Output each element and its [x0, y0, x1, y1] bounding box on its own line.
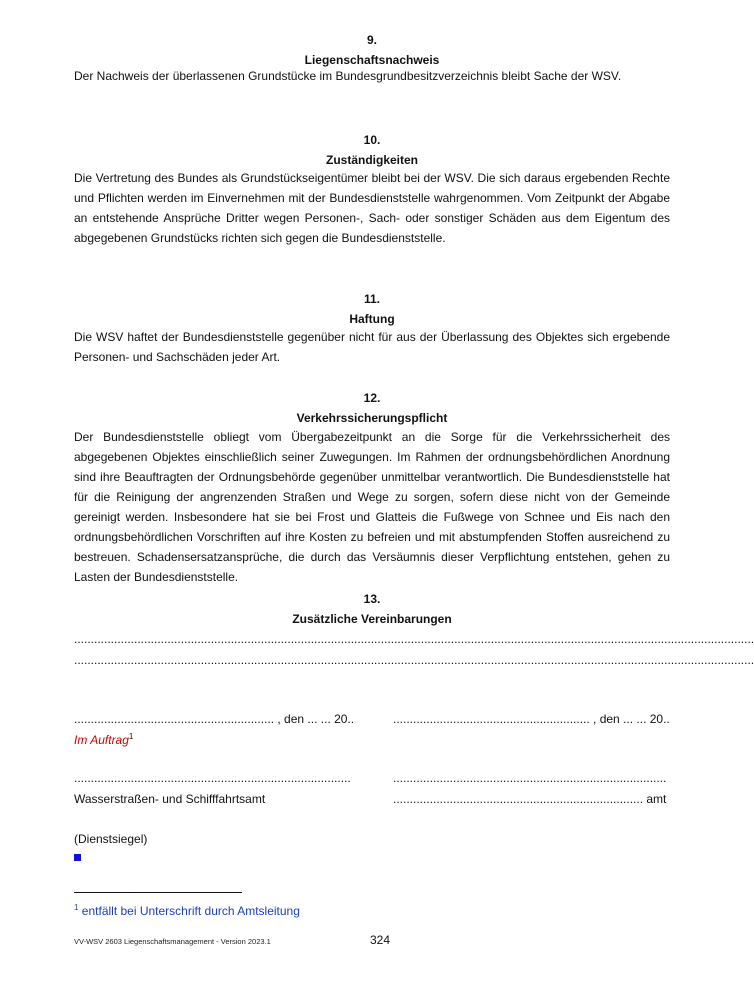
- section-11-number: 11.: [363, 292, 381, 306]
- im-auftrag-text: Im Auftrag: [74, 733, 129, 747]
- left-place-date: ............................................................ , den ... ... 20..: [74, 712, 355, 726]
- footnote: [74, 904, 300, 918]
- agreement-line-2: ............................................................................................................................................................................................................: [74, 653, 754, 667]
- footnote-text: entfällt bei Unterschrift durch Amtsleitung: [81, 904, 300, 918]
- right-place-date: ........................................................... , den ... ... 20..: [393, 712, 670, 726]
- section-11-title: Haftung: [349, 312, 395, 326]
- section-9-number: 9.: [366, 33, 377, 47]
- section-10-title: Zuständigkeiten: [325, 153, 418, 167]
- section-12-text: Der Bundesdienststelle obliegt vom Übergabezeitpunkt an die Sorge für die Verkehrssicherheit des abgegebenen Objektes einschließlich seiner Zuwegungen. Im Rahmen der ordnungsbehördlichen Anordnung sind ihre Beauftragten der Ordnungsbehörde gegenüber unmittelbar verantwortlich. Die Bundesdienststelle hat für die Reinigung der angrenzenden Straßen und Wege zu sorgen, sofern diese nicht von der Gemeinde gereinigt werden. Insbesondere hat sie bei Frost und Glatteis die Fußwege von Schnee und Eis nach den ordnungsbehördlichen Vorschriften auf ihre Kosten zu befreien und mit abstumpfenden Stoffen ausreichend zu bestreuen. Schadensersatzansprüche, die durch das Versäumnis dieser Verpflichtung entstehen, gehen zu Lasten der Bundesdienststelle.: [74, 430, 670, 584]
- footnote-ref: 1: [128, 732, 134, 741]
- section-9-title: Liegenschaftsnachweis: [304, 53, 440, 67]
- section-13-title: Zusätzliche Vereinbarungen: [292, 612, 452, 626]
- section-10-number: 10.: [363, 133, 381, 147]
- page-number: 324: [370, 933, 391, 947]
- section-9-text: Der Nachweis der überlassenen Grundstücke im Bundesgrundbesitzverzeichnis bleibt Sache der WSV.: [74, 69, 622, 83]
- footnote-divider: [74, 892, 242, 893]
- section-12-number: 12.: [363, 391, 381, 405]
- right-signature-line: ..................................................................................: [393, 771, 667, 785]
- section-11-text: Die WSV haftet der Bundesdienststelle gegenüber nicht für aus der Überlassung des Objektes sich ergebende Personen- und Sachschäden jeder Art.: [74, 330, 670, 364]
- seal-label: (Dienstsiegel): [74, 832, 148, 846]
- im-auftrag-label: [74, 733, 133, 747]
- section-13-number: 13.: [363, 592, 381, 606]
- agreement-line-1: ............................................................................................................................................................................................................: [74, 632, 754, 646]
- footer-doc-id: VV-WSV 2603 Liegenschaftsmanagement - Version 2023.1: [74, 937, 271, 946]
- footnote-marker: 1: [74, 903, 79, 912]
- right-organisation: ........................................................................... amt: [393, 792, 667, 806]
- section-10-text: Die Vertretung des Bundes als Grundstückseigentümer bleibt bei der WSV. Die sich daraus ergebenden Rechte und Pflichten werden im Einvernehmen mit der Bundesdienststelle wahrgenommen. Vom Zeitpunkt der Abgabe an entstehende Ansprüche Dritter wegen Personen-, Sach- oder sonstiger Schäden aus dem Eigentum des abgegebenen Grundstücks richten sich gegen die Bundesdienststelle.: [74, 171, 670, 245]
- left-signature-line: ...................................................................................: [74, 771, 351, 785]
- left-organisation: Wasserstraßen- und Schifffahrtsamt: [74, 792, 266, 806]
- section-12-title: Verkehrssicherungspflicht: [296, 411, 448, 425]
- blue-square-marker: [74, 854, 81, 861]
